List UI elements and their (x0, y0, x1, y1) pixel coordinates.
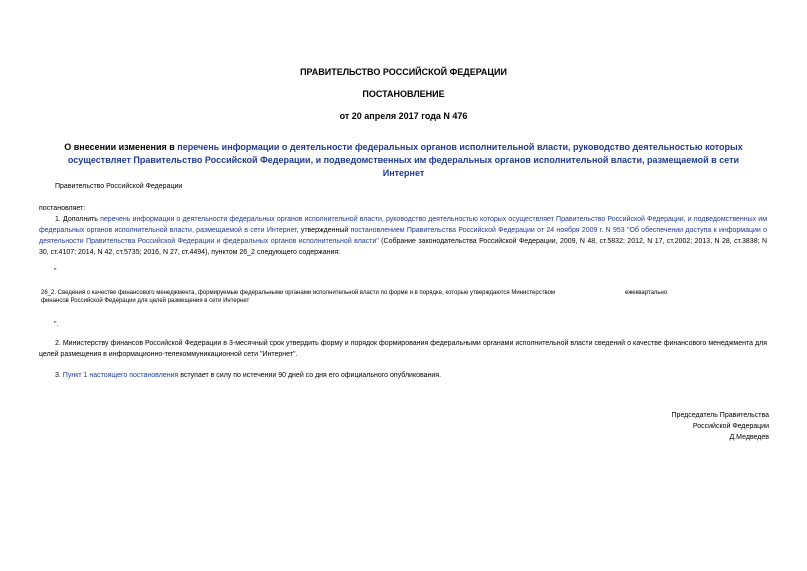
quote-open: " (54, 268, 57, 275)
item-1-text-b: , утвержденный (296, 227, 351, 234)
table-cell-info-line2: финансов Российской Федерации для целей размещения в сети Интернет (41, 298, 250, 304)
item-1-text-c: (Собрание законодательства Российской Федерации, 2009, N 48, ст.5832; 2012, N 17, ст.2002; 2013, N 28, ст.3838; N 30, ст.4107; 2014, N 42, ст.5735; 2016, N 27, ст.4494), пунктом 26_2 следующего содержания: (39, 238, 768, 256)
title-link[interactable]: перечень информации о деятельности федеральных органов исполнительной власти, руководство деятельностью которых осуществляет Правительство Российской Федерации, и подведомственных им федеральных органов исполнительной власти, размещаемой в сети Интернет (67, 142, 743, 178)
title-prefix: О внесении изменения в (64, 142, 178, 152)
signature-block (672, 410, 769, 443)
document-type: ПОСТАНОВЛЕНИЕ (362, 89, 445, 99)
signature-position: Председатель Правительства (671, 412, 769, 419)
item-1-list-link[interactable]: перечень информации о деятельности федеральных органов исполнительной власти, руководство деятельностью которых осуществляет Правительство Российской Федерации, и подведомственных им федеральных органов исполнительной власти, размещаемой в сети Интернет (39, 216, 768, 234)
item-3: 3. Пункт 1 настоящего постановления вступает в силу по истечении 90 дней со дня его официального опубликования. (55, 372, 442, 379)
item-3-link[interactable]: Пункт 1 настоящего постановления (62, 372, 179, 379)
intro-text: Правительство Российской Федерации (55, 183, 183, 190)
item-2: 2. Министерству финансов Российской Федерации в 3-месячный срок утвердить форму и порядок формирования федеральными органами исполнительной власти сведений о качестве финансового менеджмента для целей размещения в информационно-телекоммуникационной сети "Интернет". (39, 340, 767, 358)
signature-name: Д.Медведев (729, 434, 769, 441)
signature-country: Российской Федерации (692, 423, 769, 430)
item-1 (39, 214, 767, 258)
document-title (48, 141, 759, 180)
table-cell-info (41, 289, 601, 305)
item-1-text-a: Дополнить (63, 216, 101, 223)
item-1-decree-link[interactable]: постановлением Правительства Российской Федерации от 24 ноября 2009 г. N 953 "Об обеспечении доступа к информации о деятельности Правительства Российской Федерации и федеральных органов исполнительной власти" (39, 227, 767, 245)
decree-word: постановляет: (39, 205, 86, 212)
item-3-text: вступает в силу по истечении 90 дней со дня его официального опубликования. (178, 372, 442, 379)
table-cell-periodicity: ежеквартально (625, 290, 668, 296)
table-cell-info-line1: 26_2. Сведения о качестве финансового менеджмента, формируемые федеральными органами исполнительной власти по форме и в порядке, которые утверждаются Министерством (41, 290, 556, 296)
item-1-number: 1. (55, 216, 61, 223)
document-date-number: от 20 апреля 2017 года N 476 (339, 111, 468, 121)
government-heading: ПРАВИТЕЛЬСТВО РОССИЙСКОЙ ФЕДЕРАЦИИ (300, 67, 507, 77)
quote-close: ". (54, 321, 59, 328)
